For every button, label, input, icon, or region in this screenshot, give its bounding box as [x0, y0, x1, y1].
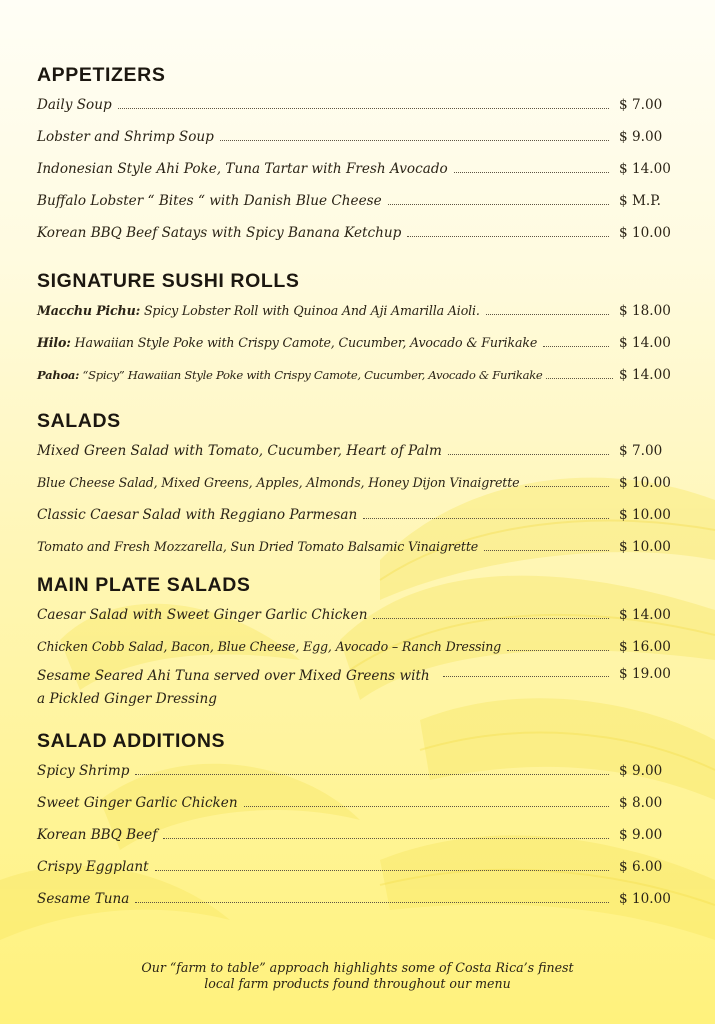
item-name: Spicy Shrimp [37, 763, 130, 779]
dotted-leader [507, 650, 609, 651]
item-name: Mixed Green Salad with Tomato, Cucumber, Heart of Palm [37, 443, 442, 459]
item-name: Crispy Eggplant [37, 859, 149, 875]
item-name: Sesame Tuna [37, 891, 130, 907]
menu-item [37, 530, 671, 562]
section-signature-sushi-rolls [37, 268, 671, 390]
menu-item [37, 598, 671, 630]
section-title: SALAD ADDITIONS [37, 730, 226, 752]
item-name: Buffalo Lobster “ Bites “ with Danish Blue Cheese [37, 193, 382, 209]
item-price: $ 14.00 [619, 367, 671, 383]
dotted-leader [388, 204, 609, 205]
item-label: Macchu Pichu: [37, 303, 141, 318]
item-name: Lobster and Shrimp Soup [37, 129, 214, 145]
item-name: Indonesian Style Ahi Poke, Tuna Tartar with Fresh Avocado [37, 161, 448, 177]
dotted-leader [135, 774, 609, 775]
section-title: MAIN PLATE SALADS [37, 574, 251, 596]
item-price: $ 9.00 [619, 827, 663, 843]
item-name [37, 334, 537, 358]
section-title: APPETIZERS [37, 64, 166, 86]
item-description: Hawaiian Style Poke with Crispy Camote, Cucumber, Avocado & Furikake [74, 335, 538, 350]
item-price: $ 16.00 [619, 639, 671, 655]
dotted-leader [363, 518, 609, 519]
section-appetizers [37, 62, 671, 248]
item-price: $ 14.00 [619, 335, 671, 351]
dotted-leader [525, 486, 609, 487]
dotted-leader [220, 140, 609, 141]
item-price: $ 7.00 [619, 443, 663, 459]
footer-line-2: local farm products found throughout our menu [204, 976, 511, 991]
dotted-leader [454, 172, 609, 173]
item-price: $ 10.00 [619, 225, 671, 241]
menu-item [37, 152, 671, 184]
item-name: Blue Cheese Salad, Mixed Greens, Apples, Almonds, Honey Dijon Vinaigrette [37, 475, 520, 490]
dotted-leader [244, 806, 609, 807]
menu-item [37, 850, 671, 882]
item-name: Korean BBQ Beef [37, 827, 158, 843]
item-price: $ 6.00 [619, 859, 663, 875]
menu-item [37, 882, 671, 914]
menu-item [37, 498, 671, 530]
item-price: $ 19.00 [619, 666, 671, 682]
item-price: $ 14.00 [619, 161, 671, 177]
footer-line-1: Our “farm to table” approach highlights some of Costa Rica’s finest [141, 960, 574, 975]
item-price: $ 10.00 [619, 891, 671, 907]
dotted-leader [486, 314, 609, 315]
section-salads [37, 408, 671, 562]
menu-item [37, 358, 671, 390]
item-name: Daily Soup [37, 97, 112, 113]
dotted-leader [448, 454, 609, 455]
item-label: Pahoa: [37, 368, 80, 382]
footer-note [0, 960, 715, 992]
item-name: Tomato and Fresh Mozzarella, Sun Dried Tomato Balsamic Vinaigrette [37, 539, 479, 554]
menu-item [37, 786, 671, 818]
menu-item [37, 818, 671, 850]
menu [37, 62, 671, 914]
item-price: $ 18.00 [619, 303, 671, 319]
item-price: $ 8.00 [619, 795, 663, 811]
dotted-leader [484, 550, 609, 551]
menu-item [37, 754, 671, 786]
section-title: SALADS [37, 410, 121, 432]
dotted-leader [407, 236, 609, 237]
section-salad-additions [37, 728, 671, 914]
section-main-plate-salads [37, 572, 671, 712]
menu-item [37, 294, 671, 326]
item-name: Classic Caesar Salad with Reggiano Parmesan [37, 507, 358, 523]
menu-item [37, 216, 671, 248]
dotted-leader [155, 870, 609, 871]
dotted-leader [163, 838, 609, 839]
item-description: Spicy Lobster Roll with Quinoa And Aji Amarilla Aioli. [143, 303, 480, 318]
item-label: Hilo: [37, 335, 71, 350]
item-name [37, 366, 543, 390]
dotted-leader [373, 618, 609, 619]
dotted-leader [443, 676, 609, 677]
item-description: “Spicy” Hawaiian Style Poke with Crispy Camote, Cucumber, Avocado & Furikake [82, 368, 543, 382]
menu-item [37, 630, 671, 662]
item-price: $ 10.00 [619, 539, 671, 555]
item-name: Caesar Salad with Sweet Ginger Garlic Chicken [37, 607, 368, 623]
dotted-leader [543, 346, 609, 347]
item-name: Korean BBQ Beef Satays with Spicy Banana Ketchup [37, 225, 402, 241]
menu-item [37, 326, 671, 358]
menu-item [37, 120, 671, 152]
item-price: $ 9.00 [619, 129, 663, 145]
dotted-leader [135, 902, 609, 903]
item-name [37, 302, 480, 326]
item-name: Sweet Ginger Garlic Chicken [37, 795, 238, 811]
item-price: $ 9.00 [619, 763, 663, 779]
item-price: $ 10.00 [619, 507, 671, 523]
item-name: Sesame Seared Ahi Tuna served over Mixed Greens with a Pickled Ginger Dressing [37, 668, 430, 707]
menu-item [37, 662, 671, 712]
item-name: Chicken Cobb Salad, Bacon, Blue Cheese, Egg, Avocado – Ranch Dressing [37, 639, 502, 654]
menu-item [37, 88, 671, 120]
item-price: $ 7.00 [619, 97, 663, 113]
item-price: $ 14.00 [619, 607, 671, 623]
item-price: $ 10.00 [619, 475, 671, 491]
menu-item [37, 184, 671, 216]
menu-item [37, 434, 671, 466]
dotted-leader [546, 378, 614, 379]
dotted-leader [118, 108, 609, 109]
item-price: $ M.P. [619, 193, 661, 209]
menu-item [37, 466, 671, 498]
section-title: SIGNATURE SUSHI ROLLS [37, 270, 300, 292]
